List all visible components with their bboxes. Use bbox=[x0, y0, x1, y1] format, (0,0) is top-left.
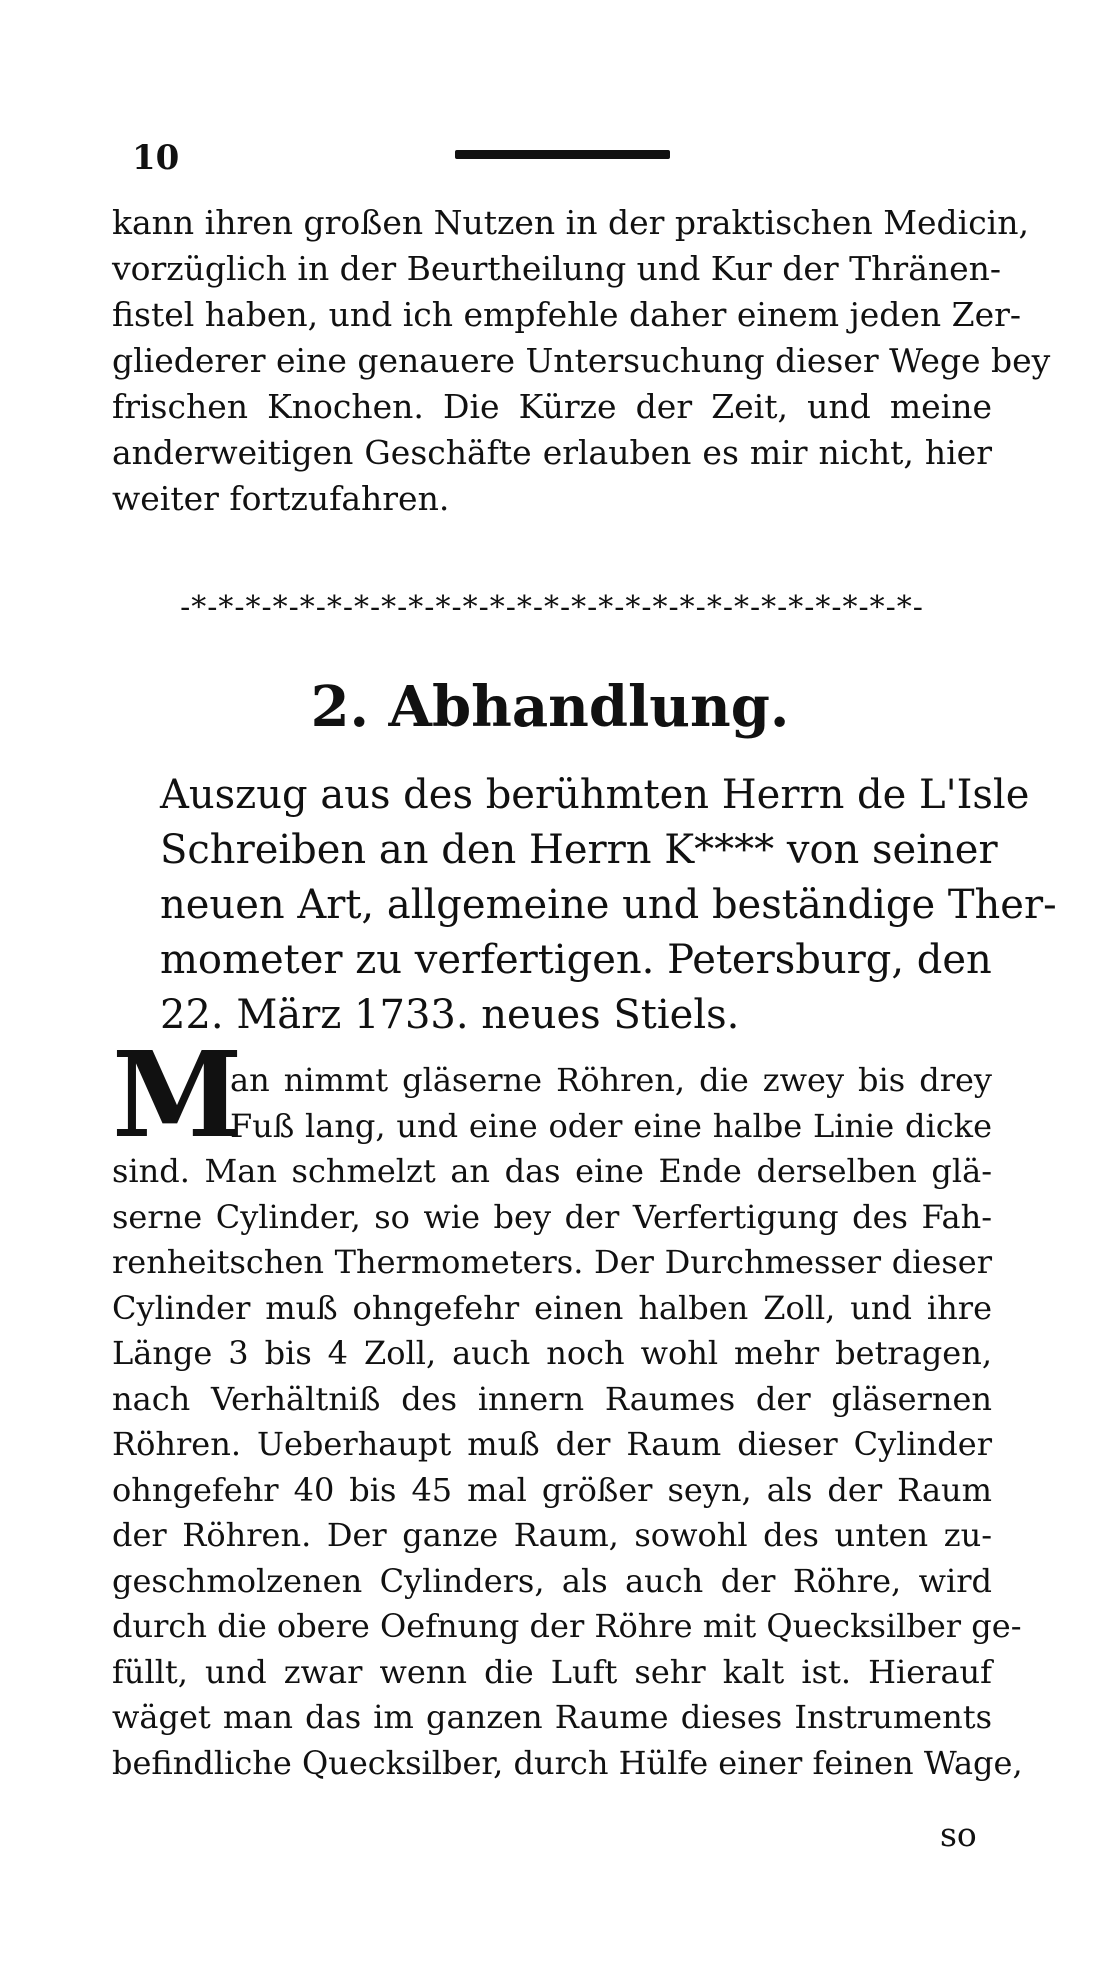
header-rule bbox=[455, 150, 670, 159]
ornamental-divider: -*-*-*-*-*-*-*-*-*-*-*-*-*-*-*-*-*-*-*-*-*-*-*-*-*-*-*- bbox=[180, 590, 924, 625]
text-line: kann ihren großen Nutzen in der praktischen Medicin, bbox=[112, 203, 1029, 242]
intro-paragraph bbox=[112, 200, 1051, 522]
section-subtitle bbox=[160, 768, 1057, 1043]
subtitle-line: neuen Art, allgemeine und beständige Ther- bbox=[160, 882, 1057, 928]
text-line: anderweitigen Geschäfte erlauben es mir nicht, hier bbox=[112, 433, 992, 472]
text-line: ohngefehr 40 bis 45 mal größer seyn, als der Raum bbox=[112, 1470, 992, 1509]
text-line: gliederer eine genauere Untersuchung dieser Wege bey bbox=[112, 341, 1051, 380]
drop-cap: M bbox=[112, 1025, 243, 1164]
text-line: weiter fortzufahren. bbox=[112, 479, 450, 518]
text-line: Länge 3 bis 4 Zoll, auch noch wohl mehr betragen, bbox=[112, 1334, 992, 1372]
text-line: der Röhren. Der ganze Raum, sowohl des unten zu- bbox=[112, 1516, 992, 1554]
subtitle-line: Schreiben an den Herrn K**** von seiner bbox=[160, 827, 998, 873]
text-line: vorzüglich in der Beurtheilung und Kur der Thränen- bbox=[112, 249, 1002, 288]
page-number: 10 bbox=[132, 138, 180, 178]
text-line: frischen Knochen. Die Kürze der Zeit, und meine bbox=[112, 387, 992, 426]
subtitle-line: 22. März 1733. neues Stiels. bbox=[160, 992, 740, 1038]
text-line: durch die obere Oefnung der Röhre mit Quecksilber ge- bbox=[112, 1607, 1022, 1645]
text-line: sind. Man schmelzt an das eine Ende derselben glä- bbox=[112, 1152, 992, 1190]
text-line: füllt, und zwar wenn die Luft sehr kalt ist. Hierauf bbox=[112, 1652, 992, 1691]
text-line: nach Verhältniß des innern Raumes der gläsernen bbox=[112, 1379, 992, 1418]
text-line: Röhren. Ueberhaupt muß der Raum dieser Cylinder bbox=[112, 1425, 992, 1463]
text-line: geschmolzenen Cylinders, als auch der Röhre, wird bbox=[112, 1561, 992, 1600]
text-line: an nimmt gläserne Röhren, die zwey bis drey bbox=[230, 1061, 992, 1099]
text-line: serne Cylinder, so wie bey der Verfertigung des Fah- bbox=[112, 1197, 992, 1236]
text-line: befindliche Quecksilber, durch Hülfe einer feinen Wage, bbox=[112, 1743, 1023, 1782]
text-line: Fuß lang, und eine oder eine halbe Linie dicke bbox=[230, 1106, 992, 1145]
subtitle-line: Auszug aus des berühmten Herrn de L'Isle bbox=[160, 772, 1030, 818]
catchword: so bbox=[940, 1815, 977, 1854]
text-line: wäget man das im ganzen Raume dieses Instruments bbox=[112, 1698, 992, 1736]
subtitle-line: mometer zu verfertigen. Petersburg, den bbox=[160, 937, 992, 983]
text-line: renheitschen Thermometers. Der Durchmesser dieser bbox=[112, 1243, 992, 1281]
section-heading: 2. Abhandlung. bbox=[310, 674, 790, 740]
text-line: fistel haben, und ich empfehle daher einem jeden Zer- bbox=[112, 295, 1022, 334]
text-line: Cylinder muß ohngefehr einen halben Zoll, und ihre bbox=[112, 1288, 992, 1327]
body-paragraph bbox=[112, 1058, 1023, 1786]
